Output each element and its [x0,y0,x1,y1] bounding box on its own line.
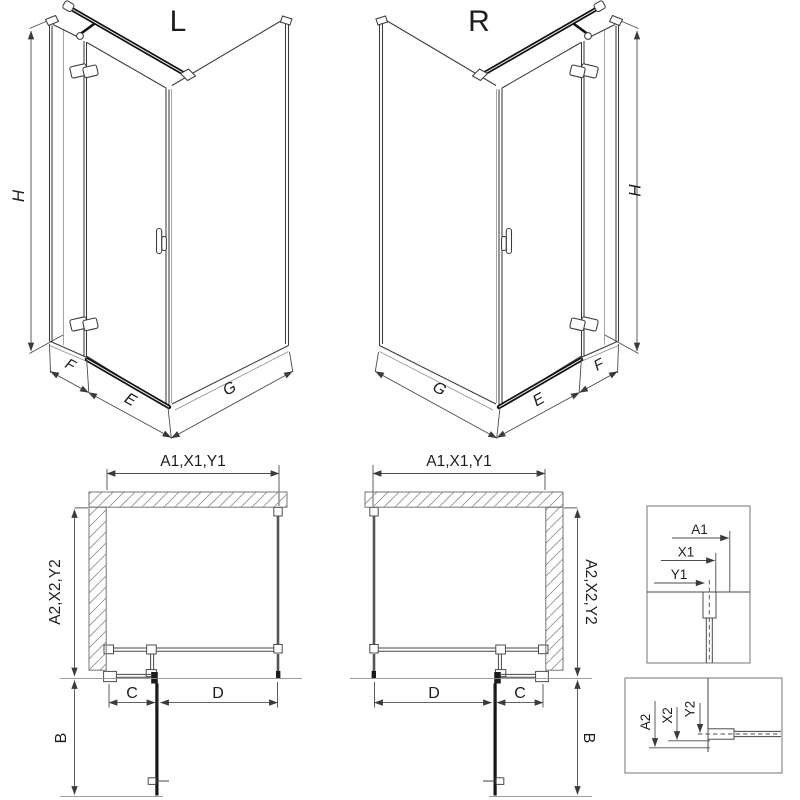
plan-depth-label-right: A2,X2,Y2 [582,559,599,625]
dim-label-f-right: F [590,355,607,375]
strip-top-cap [46,16,59,26]
dim-label-e-left: E [121,390,139,411]
dim-label-g-left: G [220,378,240,400]
detail-a1-label: A1 [691,522,708,537]
variant-label-left: L [169,5,187,38]
dim-label-g-right: G [429,378,449,400]
stabilizer-bar-plan [113,648,274,651]
plan-width-label-left: A1,X1,Y1 [160,453,226,470]
dim-label-h-left: H [9,189,28,203]
bar-wall-mount [77,33,84,40]
dim-label-e-right: E [530,390,548,411]
door-handle [157,229,167,254]
plan-fixed-label-left: C [126,685,138,702]
wall-side-left-plan [89,507,106,670]
side-top-cap [281,16,293,25]
detail-y2-label: Y2 [682,700,698,718]
plan-swing-label-right: B [580,732,597,744]
wall-top-right-plan [365,492,563,507]
wall-side-right-plan [546,507,563,670]
variant-label-right: R [468,5,490,38]
plan-depth-label-left: A2,X2,Y2 [47,559,64,625]
plan-door-label-right: D [428,685,440,702]
plan-door-label-left: D [212,685,224,702]
dim-label-f-left: F [62,355,79,375]
plan-fixed-label-right: C [514,685,526,702]
detail-y1-label: Y1 [670,567,688,582]
wall-top-left-plan [89,492,287,507]
plan-swing-label-left: B [53,732,70,744]
detail-x2-label: X2 [660,707,675,724]
wall-profile-plan [104,671,117,681]
door-pivot [151,672,158,684]
dim-label-h-right: H [625,183,644,197]
detail-x1-label: X1 [677,544,695,560]
plan-width-label-right: A1,X1,Y1 [426,453,492,470]
detail-a2-label: A2 [638,713,653,731]
